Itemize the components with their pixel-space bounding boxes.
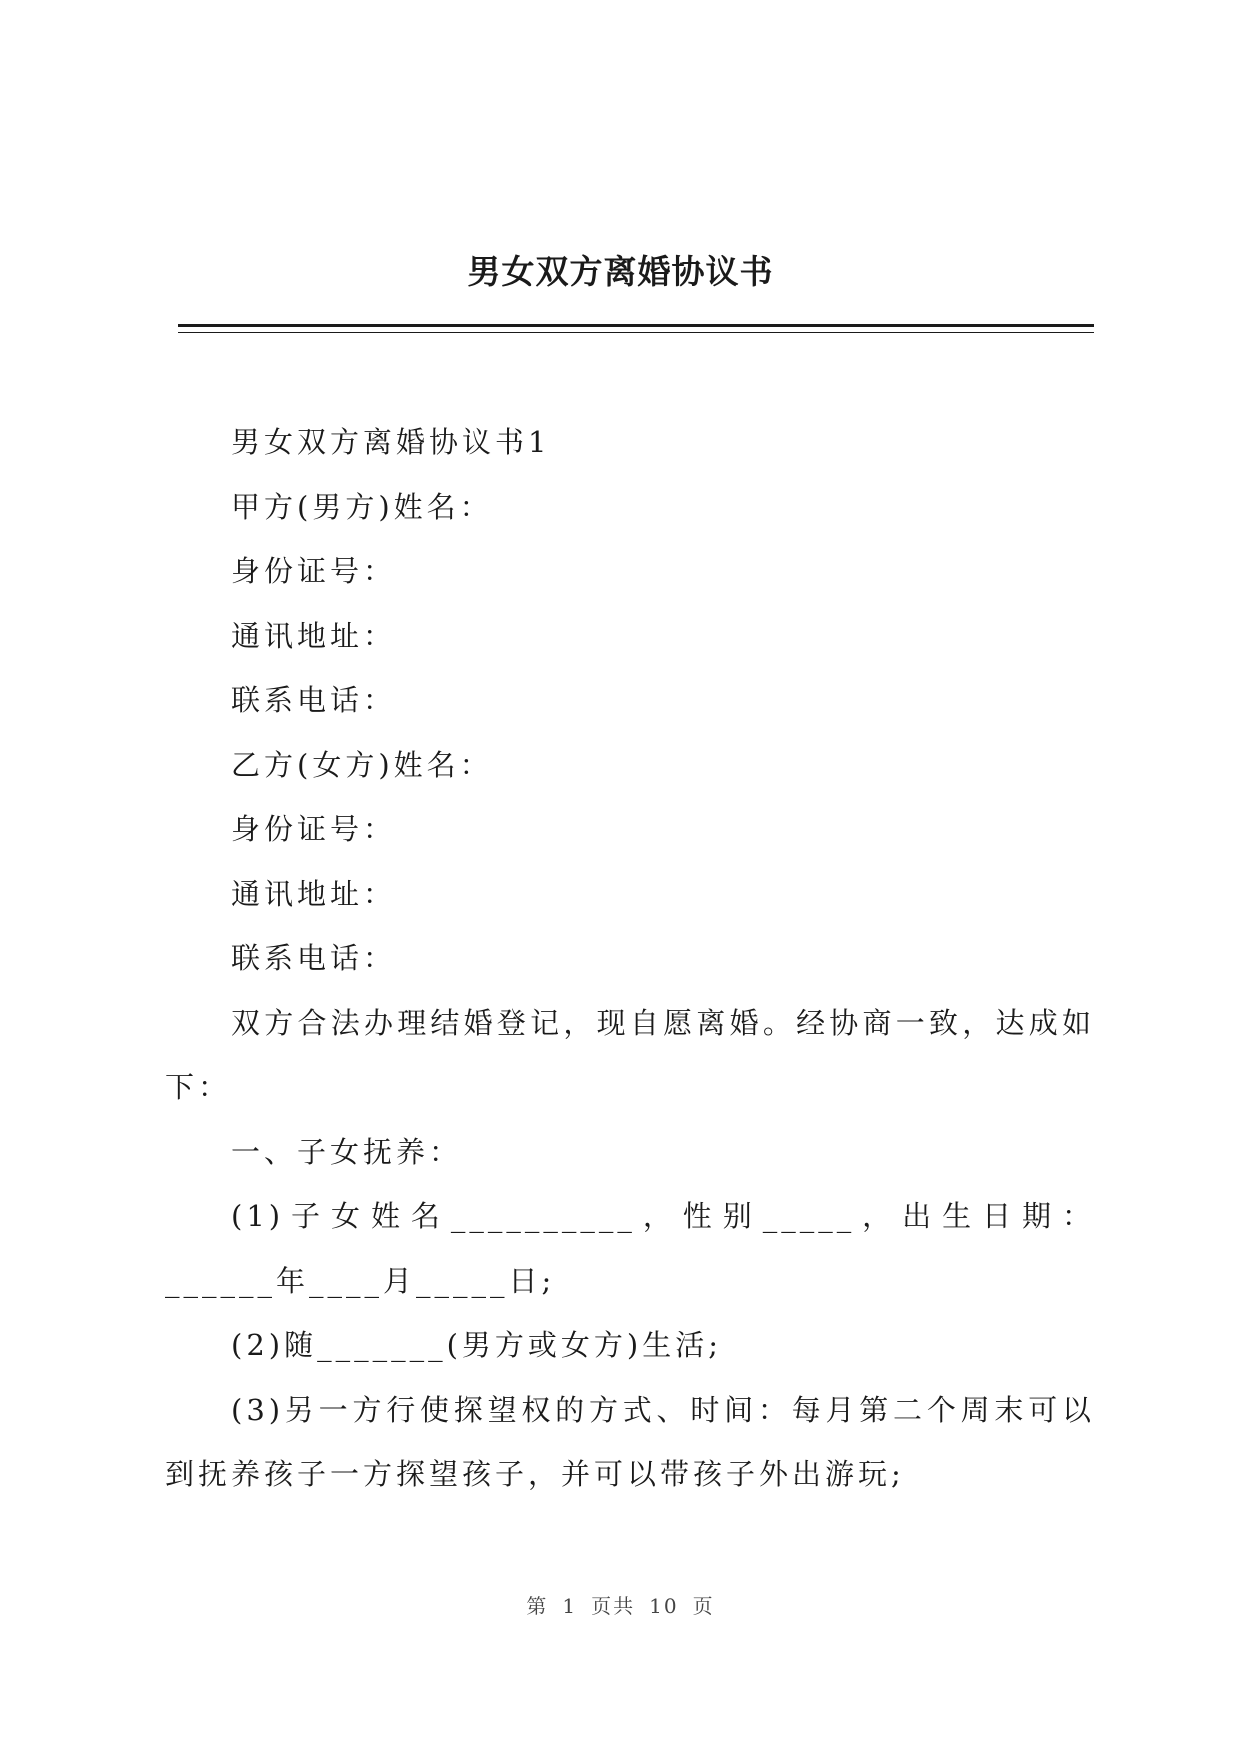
paragraph-party-b-id: 身份证号：: [231, 812, 397, 846]
paragraph-party-a-address: 通讯地址：: [231, 618, 397, 653]
paragraph-section-child-custody: 一、子女抚养：: [231, 1134, 463, 1169]
paragraph-preamble: 双方合法办理结婚登记，现自愿离婚。经协商一致，达成如下：: [165, 1005, 1095, 1104]
paragraph-party-b-name: 乙方(女方)姓名：: [231, 747, 493, 782]
footer-prefix: 第: [526, 1594, 549, 1618]
footer-current-page: 1: [562, 1594, 578, 1618]
paragraph-party-a-id: 身份证号：: [231, 554, 397, 588]
footer-middle: 页共: [591, 1594, 636, 1618]
paragraph-party-a-phone: 联系电话：: [231, 683, 397, 717]
paragraph-party-b-address: 通讯地址：: [231, 876, 397, 911]
paragraph-custody-parent: (2)随_______(男方或女方)生活;: [231, 1328, 722, 1362]
title-divider: [178, 324, 1094, 333]
footer-total-pages: 10: [649, 1594, 679, 1618]
paragraph-visitation: (3)另一方行使探望权的方式、时间：每月第二个周末可以到抚养孩子一方探望孩子，并可以带孩子外出游玩;: [165, 1392, 1095, 1491]
paragraph-party-b-phone: 联系电话：: [231, 941, 397, 975]
document-body: [165, 410, 1095, 1507]
footer-suffix: 页: [692, 1594, 715, 1618]
paragraph-agreement-heading: 男女双方离婚协议书1: [231, 425, 551, 459]
page-footer: [0, 1590, 1241, 1619]
paragraph-child-details: (1)子女姓名__________，性别_____，出生日期：______年____月_____日;: [165, 1199, 1095, 1298]
paragraph-party-a-name: 甲方(男方)姓名：: [231, 489, 493, 524]
document-title: 男女双方离婚协议书: [467, 252, 774, 291]
